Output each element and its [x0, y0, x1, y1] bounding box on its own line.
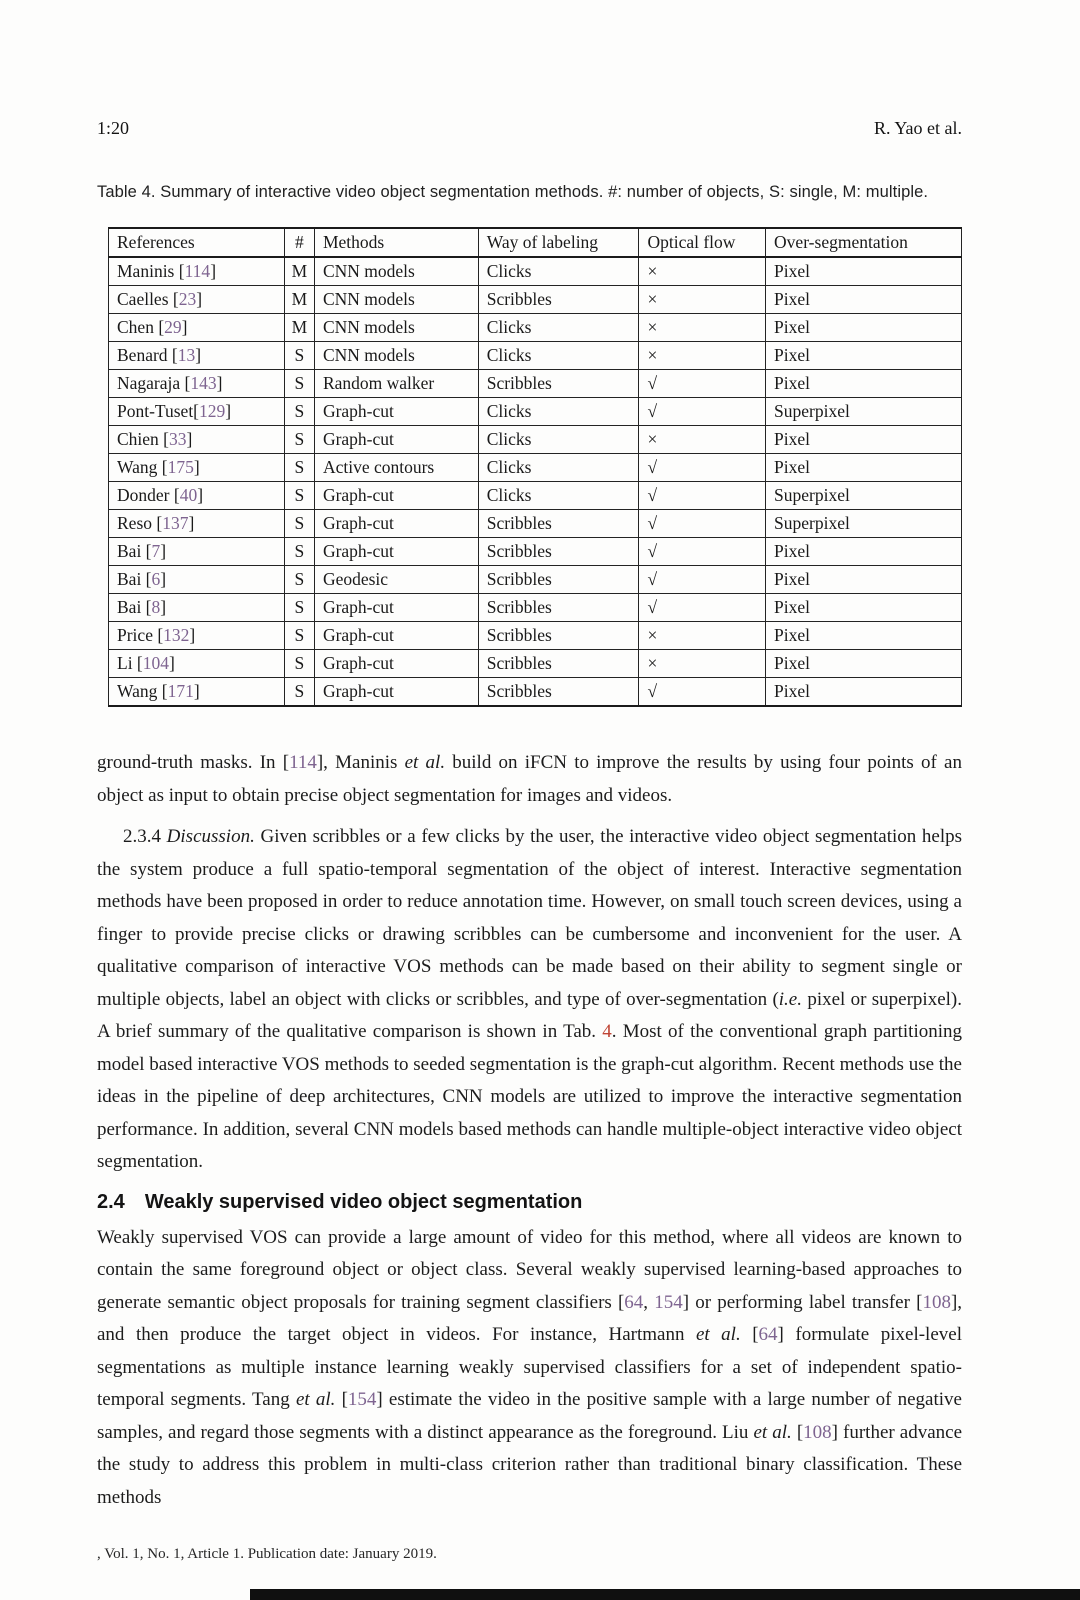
cell-optical-flow: ×: [639, 426, 766, 454]
text-span: Given scribbles or a few clicks by the user, the interactive video object segmentation helps the system produce a full spatio-temporal segmentation of the object of interest. Interactive segmentation methods have been proposed in order to reduce annotation time. However, on small touch screen devices, using a finger to provide precise clicks or drawing scribbles can be cumbersome and inconvenient for the user. A qualitative comparison of interactive VOS methods can be made based on their ability to segment single or multiple objects, label an object with clicks or scribbles, and type of over-segmentation (: [97, 826, 963, 1010]
cell-references: [109, 650, 285, 678]
cell-references: [109, 370, 285, 398]
text-span: Weakly supervised VOS can provide a large amount of video for this method, where all videos are known to contain the same foreground object or object class. Several weakly supervised learning-based approaches to generate semantic object proposals for training segment classifiers [: [97, 1226, 962, 1313]
text-span: ]: [216, 373, 223, 393]
citation-link[interactable]: 132: [163, 625, 190, 645]
cell-count: M: [284, 314, 314, 342]
cell-methods: Graph-cut: [314, 594, 478, 622]
page-number: 1:20: [97, 118, 130, 138]
cell-references: [109, 342, 285, 370]
paragraph-ground-truth: [97, 747, 962, 812]
table-body: [109, 257, 962, 706]
citation-link[interactable]: 108: [922, 1291, 951, 1313]
cell-count: M: [284, 257, 314, 286]
cell-way-of-labeling: Scribbles: [478, 650, 639, 678]
cell-optical-flow: √: [639, 370, 766, 398]
cell-way-of-labeling: Clicks: [478, 342, 639, 370]
cell-optical-flow: √: [639, 538, 766, 566]
cell-count: S: [284, 426, 314, 454]
column-header-methods: Methods: [314, 228, 478, 257]
text-span: Wang [: [117, 457, 168, 477]
table-caption: Table 4. Summary of interactive video object segmentation methods. #: number of objects, S: single, M: multiple.: [97, 183, 929, 201]
cell-count: M: [284, 286, 314, 314]
text-span: Bai [: [117, 541, 152, 561]
citation-link[interactable]: 64: [758, 1324, 778, 1345]
citation-link[interactable]: 8: [151, 597, 161, 617]
cell-way-of-labeling: Clicks: [478, 454, 639, 482]
section-number: 2.4: [97, 1190, 125, 1213]
text-span: Reso [: [117, 513, 163, 533]
table-row: [109, 622, 962, 650]
cell-over-segmentation: Pixel: [766, 314, 962, 342]
text-span: et al.: [295, 1389, 336, 1410]
cell-count: S: [284, 678, 314, 707]
table-row: [109, 257, 962, 286]
cell-count: S: [284, 538, 314, 566]
footer-publication-line: , Vol. 1, No. 1, Article 1. Publication date: January 2019.: [97, 1546, 437, 1562]
table-row: [109, 286, 962, 314]
cell-way-of-labeling: Clicks: [478, 426, 639, 454]
text-span: ] or performing label transfer [: [682, 1291, 923, 1313]
cell-over-segmentation: Pixel: [766, 257, 962, 286]
cell-over-segmentation: Superpixel: [766, 398, 962, 426]
text-span: ], Maninis: [316, 752, 405, 773]
cell-methods: Graph-cut: [314, 650, 478, 678]
cell-optical-flow: ×: [639, 314, 766, 342]
text-span: ]: [193, 457, 200, 477]
text-span: . Most of the conventional graph partitioning model based interactive VOS methods to seeded segmentation is the graph-cut algorithm. Recent methods use the ideas in the pipeline of deep architectures, CNN models are utilized to improve the interactive segmentation performance. In addition, several CNN models based methods can handle multiple-object interactive video object segmentation.: [97, 1021, 963, 1172]
text-span: Maninis [: [117, 261, 185, 281]
cell-methods: Geodesic: [314, 566, 478, 594]
citation-link[interactable]: 64: [624, 1291, 644, 1313]
cell-methods: Graph-cut: [314, 482, 478, 510]
text-span: ]: [189, 625, 196, 645]
citation-link[interactable]: 33: [169, 429, 187, 449]
text-span: ]: [169, 653, 175, 673]
column-header-way-of-labeling: Way of labeling: [478, 228, 639, 257]
citation-link[interactable]: 129: [199, 401, 226, 421]
text-span: et al.: [404, 752, 446, 773]
text-span: et al.: [753, 1421, 792, 1443]
running-authors: R. Yao et al.: [873, 118, 962, 138]
text-span: Discussion.: [166, 826, 255, 847]
table-row: [109, 426, 962, 454]
cell-optical-flow: ×: [639, 342, 766, 370]
text-span: i.e.: [778, 988, 802, 1010]
citation-link[interactable]: 29: [164, 317, 182, 337]
cell-methods: Random walker: [314, 370, 478, 398]
cell-count: S: [284, 482, 314, 510]
table-row: [109, 342, 962, 370]
table-row: [109, 510, 962, 538]
text-span: Pont-Tuset[: [117, 401, 200, 421]
citation-link[interactable]: 171: [167, 681, 194, 701]
citation-link[interactable]: 137: [162, 513, 189, 533]
text-span: Bai [: [117, 569, 152, 589]
text-span: ]: [193, 681, 200, 701]
citation-link[interactable]: 6: [151, 569, 161, 589]
cell-references: [109, 538, 285, 566]
cell-optical-flow: √: [639, 678, 766, 707]
section-heading: [97, 1191, 962, 1214]
citation-link[interactable]: 114: [184, 261, 211, 281]
text-span: ]: [186, 429, 193, 449]
cell-references: [109, 678, 285, 707]
table-row: [109, 398, 962, 426]
cell-optical-flow: √: [639, 594, 766, 622]
text-span: Wang [: [117, 681, 168, 701]
cell-over-segmentation: Pixel: [766, 650, 962, 678]
table-row: [109, 314, 962, 342]
cell-way-of-labeling: Clicks: [478, 257, 639, 286]
text-span: [: [335, 1389, 348, 1410]
text-span: ]: [195, 345, 202, 365]
citation-link[interactable]: 114: [289, 752, 317, 773]
cell-way-of-labeling: Scribbles: [478, 622, 639, 650]
citation-link[interactable]: 143: [190, 373, 217, 393]
cell-references: [109, 510, 285, 538]
text-span: ]: [188, 513, 195, 533]
citation-link[interactable]: 23: [178, 289, 197, 309]
cell-optical-flow: ×: [639, 257, 766, 286]
cell-count: S: [284, 622, 314, 650]
column-header-over-segmentation: Over-segmentation: [766, 228, 962, 257]
cell-optical-flow: ×: [639, 286, 766, 314]
cell-way-of-labeling: Scribbles: [478, 538, 639, 566]
text-span: et al.: [695, 1324, 741, 1345]
cell-over-segmentation: Superpixel: [766, 510, 962, 538]
cell-methods: Graph-cut: [314, 538, 478, 566]
cell-references: [109, 398, 285, 426]
cell-way-of-labeling: Clicks: [478, 398, 639, 426]
table-row: [109, 370, 962, 398]
cell-way-of-labeling: Scribbles: [478, 566, 639, 594]
cell-references: [109, 566, 285, 594]
table-row: [109, 454, 962, 482]
citation-link[interactable]: 104: [142, 653, 170, 673]
cell-methods: Graph-cut: [314, 398, 478, 426]
cell-methods: CNN models: [314, 286, 478, 314]
cell-count: S: [284, 566, 314, 594]
cell-over-segmentation: Pixel: [766, 678, 962, 707]
cell-over-segmentation: Pixel: [766, 622, 962, 650]
cell-count: S: [284, 510, 314, 538]
paragraph-weakly-supervised: [97, 1222, 962, 1515]
cell-way-of-labeling: Clicks: [478, 314, 639, 342]
cell-over-segmentation: Pixel: [766, 342, 962, 370]
cell-count: S: [284, 594, 314, 622]
cell-optical-flow: √: [639, 510, 766, 538]
cell-way-of-labeling: Scribbles: [478, 678, 639, 707]
text-span: [: [740, 1324, 759, 1345]
cell-way-of-labeling: Scribbles: [478, 286, 639, 314]
cell-way-of-labeling: Scribbles: [478, 594, 639, 622]
cell-over-segmentation: Superpixel: [766, 482, 962, 510]
text-span: 2.3.4: [123, 826, 167, 847]
cell-methods: Graph-cut: [314, 510, 478, 538]
cell-count: S: [284, 650, 314, 678]
citation-link[interactable]: 4: [602, 1021, 612, 1042]
cell-methods: Graph-cut: [314, 678, 478, 707]
text-span: Bai [: [117, 597, 152, 617]
cell-methods: CNN models: [314, 257, 478, 286]
cell-count: S: [284, 454, 314, 482]
cell-way-of-labeling: Clicks: [478, 482, 639, 510]
text-span: ,: [643, 1291, 655, 1313]
cell-count: S: [284, 370, 314, 398]
cell-way-of-labeling: Scribbles: [478, 510, 639, 538]
text-span: [: [791, 1421, 804, 1443]
cell-over-segmentation: Pixel: [766, 594, 962, 622]
cell-methods: Active contours: [314, 454, 478, 482]
citation-link[interactable]: 154: [347, 1389, 377, 1410]
text-span: Chen [: [117, 317, 165, 337]
text-span: Donder [: [117, 485, 180, 505]
citation-link[interactable]: 7: [151, 541, 161, 561]
text-span: Nagaraja [: [117, 373, 191, 393]
cell-over-segmentation: Pixel: [766, 370, 962, 398]
table-head: [109, 228, 962, 257]
text-span: ]: [160, 541, 167, 561]
column-header-references: References: [109, 228, 285, 257]
cell-methods: Graph-cut: [314, 426, 478, 454]
table-row: [109, 538, 962, 566]
citation-link[interactable]: 108: [803, 1421, 832, 1443]
bottom-artifact-bar: [250, 1589, 1080, 1600]
cell-optical-flow: √: [639, 482, 766, 510]
running-header: [97, 118, 962, 139]
citation-link[interactable]: 13: [177, 345, 196, 365]
cell-references: [109, 594, 285, 622]
cell-over-segmentation: Pixel: [766, 286, 962, 314]
text-span: ]: [210, 261, 217, 281]
text-span: ]: [160, 569, 167, 589]
cell-over-segmentation: Pixel: [766, 454, 962, 482]
cell-references: [109, 314, 285, 342]
cell-methods: CNN models: [314, 314, 478, 342]
cell-optical-flow: ×: [639, 650, 766, 678]
page-content: [97, 0, 962, 1563]
text-span: ] estimate the video in the positive sample with a large number of negative samples, and regard those segments with a distinct appearance as the foreground. Liu: [97, 1389, 962, 1443]
text-span: pixel or superpixel). A brief summary of the qualitative comparison is shown in Tab.: [97, 988, 962, 1042]
text-span: ]: [196, 289, 203, 309]
cell-optical-flow: √: [639, 454, 766, 482]
column-header-optical-flow: Optical flow: [639, 228, 766, 257]
cell-optical-flow: ×: [639, 622, 766, 650]
text-span: ] formulate pixel-level segmentations as multiple instance learning weakly supervised classifiers for a set of independent spatio-temporal segments. Tang: [97, 1324, 962, 1410]
text-span: ]: [160, 597, 167, 617]
table-head-row: [109, 228, 962, 257]
cell-optical-flow: √: [639, 398, 766, 426]
cell-references: [109, 454, 285, 482]
methods-summary-table: [108, 227, 962, 707]
column-header-count: #: [284, 228, 314, 257]
text-span: ], and then produce the target object in videos. For instance, Hartmann: [97, 1291, 963, 1345]
citation-link[interactable]: 175: [167, 457, 194, 477]
section-title: Weakly supervised video object segmentation: [144, 1190, 583, 1213]
text-span: Benard [: [117, 345, 178, 365]
cell-references: [109, 286, 285, 314]
table-row: [109, 566, 962, 594]
cell-references: [109, 426, 285, 454]
text-span: Chien [: [117, 429, 170, 449]
text-span: ] further advance the study to address this problem in multi-class criterion rather than traditional binary classification. These methods: [97, 1421, 962, 1508]
cell-over-segmentation: Pixel: [766, 538, 962, 566]
cell-methods: Graph-cut: [314, 622, 478, 650]
cell-count: S: [284, 398, 314, 426]
citation-link[interactable]: 40: [179, 485, 198, 505]
cell-count: S: [284, 342, 314, 370]
text-span: ground-truth masks. In [: [97, 752, 290, 773]
citation-link[interactable]: 154: [654, 1291, 683, 1313]
text-span: Li [: [117, 653, 143, 673]
paragraph-discussion: [97, 821, 962, 1179]
text-span: ]: [197, 485, 204, 505]
table-row: [109, 594, 962, 622]
cell-optical-flow: √: [639, 566, 766, 594]
cell-way-of-labeling: Scribbles: [478, 370, 639, 398]
table-row: [109, 482, 962, 510]
cell-methods: CNN models: [314, 342, 478, 370]
text-span: ]: [181, 317, 188, 337]
cell-over-segmentation: Pixel: [766, 426, 962, 454]
cell-references: [109, 482, 285, 510]
text-span: Price [: [117, 625, 164, 645]
cell-references: [109, 257, 285, 286]
table-row: [109, 650, 962, 678]
text-span: Caelles [: [117, 289, 179, 309]
text-span: ]: [225, 401, 232, 421]
cell-references: [109, 622, 285, 650]
text-span: build on iFCN to improve the results by using four points of an object as input to obtain precise object segmentation for images and videos.: [97, 752, 962, 806]
cell-over-segmentation: Pixel: [766, 566, 962, 594]
table-row: [109, 678, 962, 707]
